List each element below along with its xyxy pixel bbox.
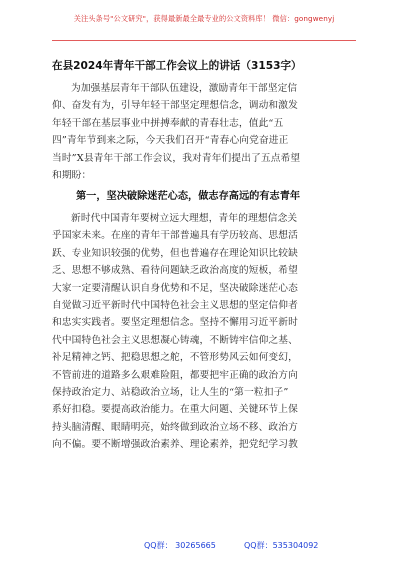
section-line: 乏、思想不够成熟、看待问题缺乏政治高度的短板，希望 [52, 265, 298, 277]
section-line: 乎国家未来。在座的青年干部普遍具有学历较高、思想活 [52, 230, 298, 242]
intro-line: 四”青年节到来之际，今天我们召开“青春心向党奋进正 [52, 135, 289, 147]
section-line: 向不偏。要不断增强政治素养、理论素养，把党纪学习教 [52, 439, 298, 451]
section-line: 不管前进的道路多么艰难险阻，都要把牢正确的政治方向 [52, 369, 298, 381]
intro-line: 和期盼： [52, 170, 92, 182]
intro-line: 为加强基层青年干部队伍建设，激励青年干部坚定信 [71, 83, 298, 94]
section-line: 跃、专业知识较强的优势，但也普遍存在理论知识比较缺 [52, 247, 298, 259]
section-heading: 第一，坚决破除迷茫心态，做志存高远的有志青年 [76, 191, 301, 202]
footer-qq-group-2[interactable]: QQ群：535304092 [244, 541, 319, 550]
section-line: 自觉做习近平新时代中国特色社会主义思想的坚定信仰者 [52, 300, 298, 312]
section-line: 持头脑清醒、眼睛明亮，始终做到政治立场不移、政治方 [52, 421, 298, 433]
footer-qq-group-1[interactable]: QQ群： 30265665 [144, 541, 216, 550]
intro-line: 年轻干部在基层事业中拼搏奉献的青春壮志，值此“五 [52, 117, 284, 129]
section-line: 新时代中国青年要树立远大理想，青年的理想信念关 [71, 213, 298, 224]
intro-paragraph [52, 80, 356, 184]
intro-line: 仰、奋发有为，引导年轻干部坚定理想信念，调动和激发 [52, 100, 298, 112]
section-paragraph [52, 210, 356, 454]
section-line: 补足精神之钙、把稳思想之舵，不管形势风云如何变幻， [52, 352, 298, 364]
section-line: 保持政治定力、站稳政治立场，让人生的“第一粒扣子” [52, 387, 289, 399]
header-divider [52, 40, 356, 41]
section-line: 系好扣稳。要提高政治能力。在重大问题、关键环节上保 [52, 404, 298, 416]
section-line: 代中国特色社会主义思想凝心铸魂，不断铸牢信仰之基、 [52, 334, 298, 346]
section-line: 和忠实实践者。要坚定理想信念。坚持不懈用习近平新时 [52, 317, 298, 329]
intro-line: 当时”X县青年干部工作会议，我对青年们提出了五点希望 [52, 152, 301, 164]
section-line: 大家一定要清醒认识自身优势和不足，坚决破除迷茫心态 [52, 282, 298, 294]
header-banner: 关注头条号"公文研究"，获得最新最全最专业的公文资料库！ 微信：gongwenyj [73, 14, 335, 23]
document-title: 在县2024年青年干部工作会议上的讲话（3153字） [52, 60, 302, 72]
